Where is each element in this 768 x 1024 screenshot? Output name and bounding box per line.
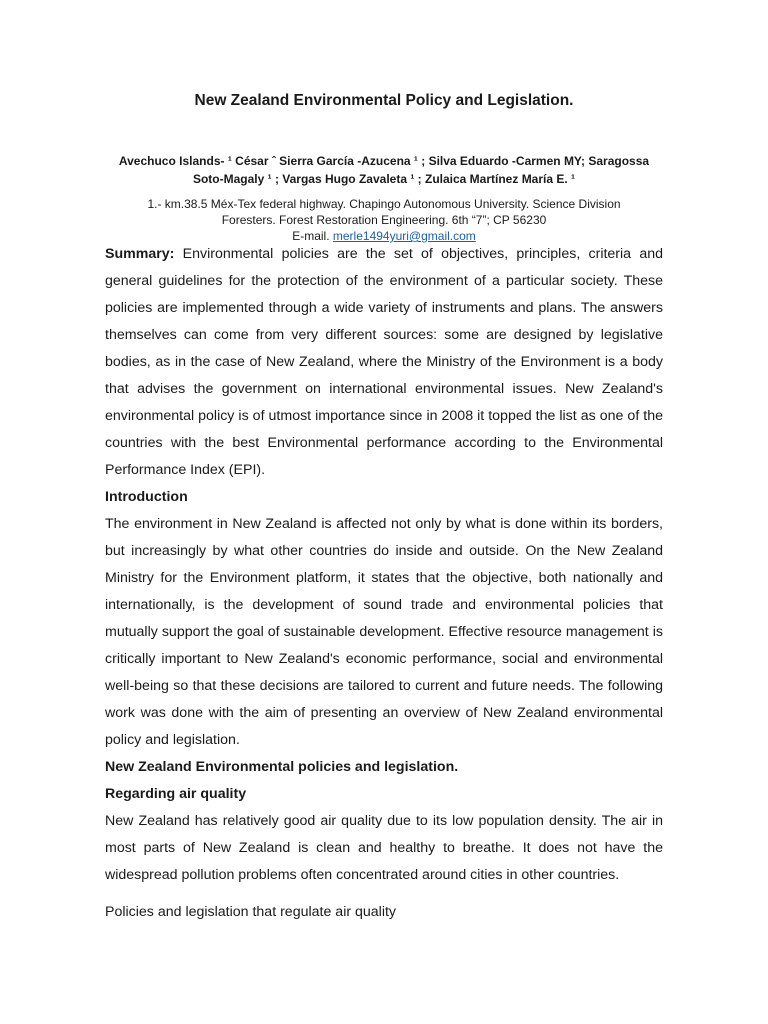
air-quality-text: New Zealand has relatively good air quality due to its low population density. The air in most parts of New Zealand is clean and healthy to breathe. It does not have the widespread pollution problems often concentrated around cities in other countries. (105, 813, 663, 883)
email-label: E-mail. (292, 229, 330, 243)
document-body (105, 241, 663, 926)
summary-label: Summary: (105, 246, 175, 262)
email-link[interactable]: merle1494yuri@gmail.com (332, 229, 476, 243)
document-title: New Zealand Environmental Policy and Legislation. (194, 92, 574, 109)
affiliation-line-1: 1.- km.38.5 Méx-Tex federal highway. Chapingo Autonomous University. Science Division (147, 197, 621, 211)
author-line-2: Soto-Magaly ¹ ; Vargas Hugo Zavaleta ¹ ; Zulaica Martínez María E. ¹ (192, 172, 576, 186)
introduction-text: The environment in New Zealand is affected not only by what is done within its borders, but increasingly by what other countries do inside and outside. On the New Zealand Ministry for the Environment platform, it states that the objective, both nationally and internationally, is the development of sound trade and environmental policies that mutually support the goal of sustainable development. Effective resource management is critically important to New Zealand's economic performance, social and environmental well-being so that these decisions are tailored to current and future needs. The following work was done with the aim of presenting an overview of New Zealand environmental policy and legislation. (105, 516, 663, 748)
affiliation-line-2: Foresters. Forest Restoration Engineering. 6th “7”; CP 56230 (221, 213, 547, 227)
summary-paragraph (105, 241, 663, 484)
air-quality-heading: Regarding air quality (105, 786, 247, 802)
affiliation (100, 196, 668, 244)
policies-line: Policies and legislation that regulate air quality (105, 904, 397, 920)
summary-text: Environmental policies are the set of objectives, principles, criteria and general guidelines for the protection of the environment of a particular society. These policies are implemented through a wide variety of instruments and plans. The answers themselves can come from very different sources: some are designed by legislative bodies, as in the case of New Zealand, where the Ministry of the Environment is a body that advises the government on international environmental issues. New Zealand's environmental policy is of utmost importance since in 2008 it topped the list as one of the countries with the best Environmental performance according to the Environmental Performance Index (EPI). (105, 246, 663, 478)
introduction-heading: Introduction (105, 489, 188, 505)
section-heading: New Zealand Environmental policies and legislation. (105, 759, 459, 775)
author-list (100, 152, 668, 188)
author-line-1: Avechuco Islands- ¹ César ˆ Sierra García -Azucena ¹ ; Silva Eduardo -Carmen MY; Saragossa (118, 154, 650, 168)
